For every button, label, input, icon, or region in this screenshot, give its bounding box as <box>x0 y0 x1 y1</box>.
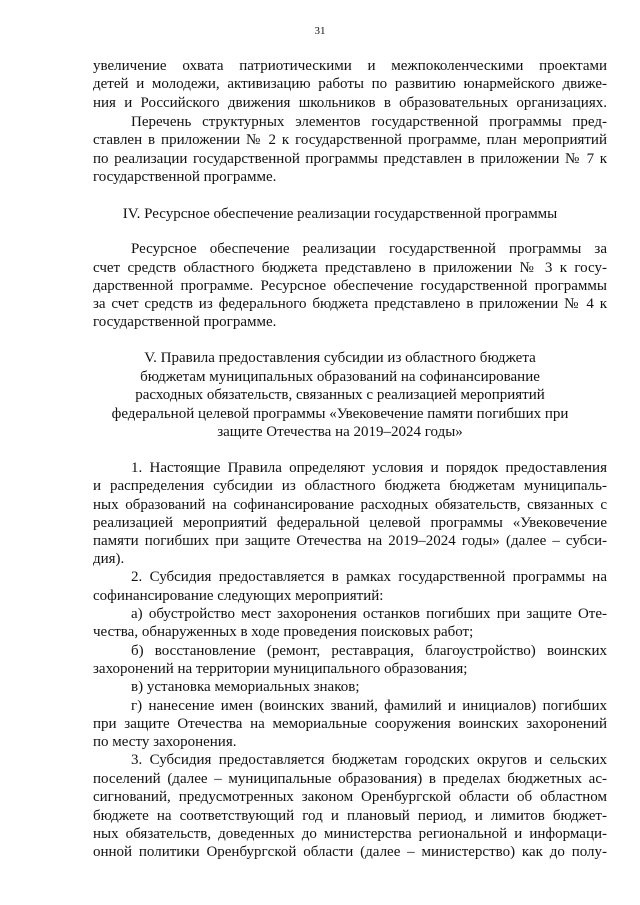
text-line: поселений (далее – муниципальные образования) в пределах бюджетных ас- <box>93 771 607 787</box>
text-line: ных обязательств, доведенных до министерства региональной и информаци- <box>93 826 607 842</box>
list-item-line: при защите Отечества на мемориальные сооружения воинских захоронений <box>93 716 607 732</box>
text-line: Ресурсное обеспечение реализации государственной программы за <box>131 241 607 257</box>
text-line: детей и молодежи, активизацию работы по развитию юнармейского движе- <box>93 76 607 92</box>
text-line: дарственной программе. Ресурсное обеспечение государственной программы <box>93 278 607 294</box>
text-line: государственной программе. <box>93 169 277 185</box>
text-line: ставлен в приложении № 2 к государственной программе, план мероприятий <box>93 132 607 148</box>
section-heading: IV. Ресурсное обеспечение реализации государственной программы <box>122 206 558 222</box>
list-item-line: захоронений на территории муниципального образования; <box>93 661 468 677</box>
list-item-line: по месту захоронения. <box>93 734 237 750</box>
text-line: 3. Субсидия предоставляется бюджетам городских округов и сельских <box>131 752 607 768</box>
text-line: и распределения субсидии из областного бюджета бюджетам муниципаль- <box>93 478 607 494</box>
list-item-line: г) нанесение имен (воинских званий, фамилий и инициалов) погибших <box>131 698 607 714</box>
list-item-line: в) установка мемориальных знаков; <box>131 679 360 695</box>
section-heading-line: защите Отечества на 2019–2024 годы» <box>217 424 463 440</box>
section-heading-line: расходных обязательств, связанных с реализацией мероприятий <box>135 387 545 403</box>
text-line: 1. Настоящие Правила определяют условия и порядок предоставления <box>131 460 607 476</box>
text-line: 2. Субсидия предоставляется в рамках государственной программы на <box>131 569 607 585</box>
text-line: бюджете на соответствующий год и плановый период, и лимитов бюджет- <box>93 808 607 824</box>
section-heading-line: федеральной целевой программы «Увековечение памяти погибших при <box>111 406 569 422</box>
text-line: увеличение охвата патриотическими и межпоколенческими проектами <box>93 58 607 74</box>
section-heading-line: бюджетам муниципальных образований на софинансирование <box>140 369 540 385</box>
section-heading-line: V. Правила предоставления субсидии из областного бюджета <box>144 350 536 366</box>
text-line: Перечень структурных элементов государственной программы пред- <box>131 114 607 130</box>
text-line: счет средств областного бюджета представлено в приложении № 3 к госу- <box>93 260 607 276</box>
list-item-line: б) восстановление (ремонт, реставрация, благоустройство) воинских <box>131 643 607 659</box>
text-line: софинансирование следующих мероприятий: <box>93 588 384 604</box>
text-line: сигнований, предусмотренных законом Оренбургской области об областном <box>93 789 607 805</box>
text-line: ния и Российского движения школьников в образовательных организациях. <box>93 95 607 111</box>
text-line: памяти погибших при защите Отечества на 2019–2024 годы» (далее – субси- <box>93 533 607 549</box>
text-line: ных образований на софинансирование расходных обязательств, связанных с <box>93 497 607 513</box>
list-item-line: чества, обнаруженных в ходе проведения поисковых работ; <box>93 624 474 640</box>
page-number: 31 <box>314 25 326 37</box>
text-line: реализацией мероприятий федеральной целевой программы «Увековечение <box>93 515 607 531</box>
text-line: дия). <box>93 551 125 567</box>
list-item-line: а) обустройство мест захоронения останков погибших при защите Оте- <box>131 606 607 622</box>
text-line: государственной программе. <box>93 314 277 330</box>
text-line: онной политики Оренбургской области (далее – министерство) как до полу- <box>93 844 607 860</box>
text-line: по реализации государственной программы представлен в приложении № 7 к <box>93 151 607 167</box>
text-line: за счет средств из федерального бюджета представлено в приложении № 4 к <box>93 296 607 312</box>
